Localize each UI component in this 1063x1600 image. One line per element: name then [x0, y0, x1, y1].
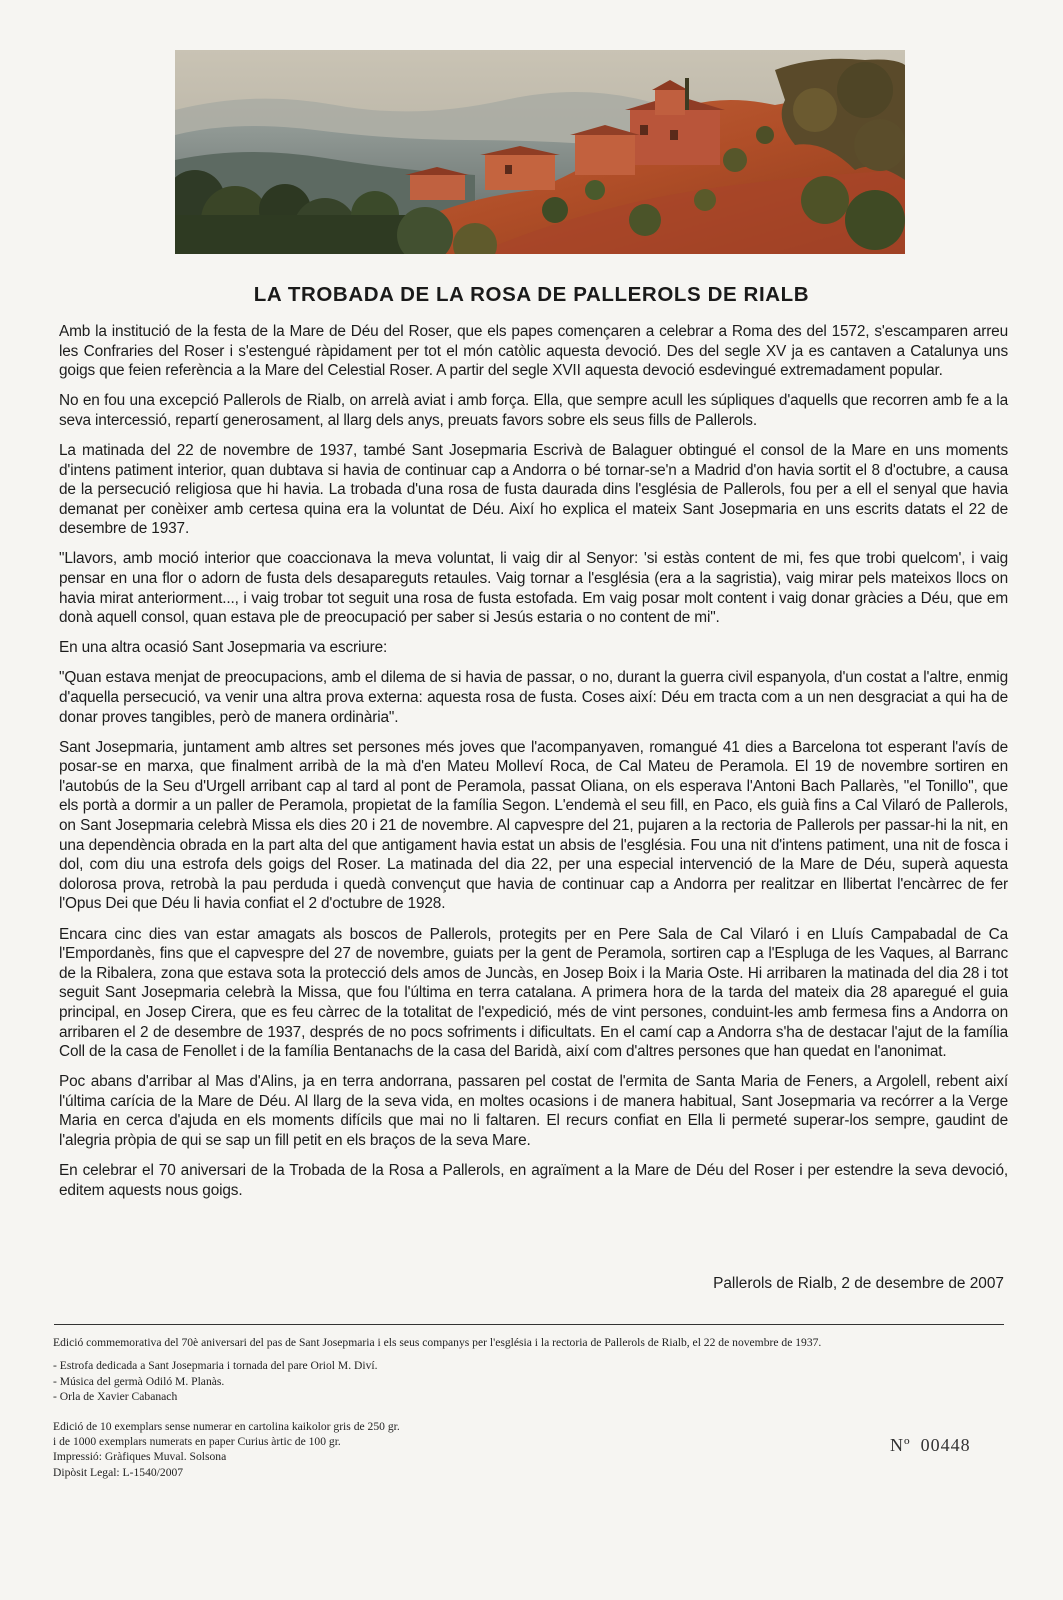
print-detail-line: i de 1000 exemplars numerats en paper Curius àrtic de 100 gr.: [53, 1435, 341, 1449]
copy-serial-number: [890, 1435, 971, 1456]
credit-line: - Orla de Xavier Cabanach: [53, 1390, 178, 1404]
print-detail-line: Dipòsit Legal: L-1540/2007: [53, 1465, 184, 1479]
spacer: [53, 1405, 1013, 1419]
article-body: [59, 322, 1008, 1211]
document-title: LA TROBADA DE LA ROSA DE PALLEROLS DE RIALB: [253, 283, 810, 306]
credit-line: - Música del germà Odiló M. Planàs.: [53, 1374, 225, 1388]
paragraph: Sant Josepmaria, juntament amb altres set persones més joves que l'acompanyaven, romangué 41 dies a Barcelona tot esperant l'avís de posar-se en marxa, que finalment arribà de la mà d'en Mateu Molleví Roca, de Cal Mateu de Peramola. El 19 de novembre sortiren en l'autobús de la Seu d'Urgell arribant cap al tard al pont de Peramola, passat Oliana, on els esperava l'Antoni Bach Pallarès, "el Tonillo", que els portà a dormir a un paller de Peramola, propietat de la família Segon. L'endemà el seu fill, en Paco, els guià fins a Cal Vilaró de Pallerols, on Sant Josepmaria celebrà Missa els dies 20 i 21 de novembre. Al capvespre del 21, pujaren a la rectoria de Pallerols per passar-hi la nit, en una dependència obrada en la part alta del que antigament havia estat un absis de l'església. Fou una nit d'intens patiment, una nit de fosca i dol, com diu una estrofa dels goigs del Roser. La matinada del dia 22, per una especial intervenció de la Mare de Déu, superà aquesta dolorosa prova, retrobà la pau perduda i quedà convençut que havia de continuar cap a Andorra per realitzar en llibertat l'encàrrec de fer l'Opus Dei que Déu li havia confiat el 2 d'octubre de 1928.: [59, 738, 1008, 913]
serial-value: 00448: [920, 1435, 971, 1455]
quote-paragraph: "Llavors, amb moció interior que coaccionava la meva voluntat, li vaig dir al Senyor: 'si estàs content de mi, fes que trobi quelcom', i vaig pensar en una flor o adorn de fusta dels desapareguts retaules. Vaig tornar a l'església (era a la sagristia), vaig mirar pels mateixos llocs on havia mirat anteriorment..., i vaig trobar tot seguit una rosa de fusta estofada. Em vaig posar molt content i vaig donar gràcies a Déu, que em donà aquell consol, quan estava ple de preocupació per saber si Jesús estaria o no content de mi".: [59, 550, 1008, 627]
paragraph: No en fou una excepció Pallerols de Rialb, on arrelà aviat i amb força. Ella, que sempre acull les súpliques d'aquells que recorren amb fe a la seva intercessió, repartí generosament, al llarg dels anys, preuats favors sobre els seus fills de Pallerols.: [59, 392, 1008, 429]
header-landscape-photo: [175, 50, 905, 254]
paragraph: En celebrar el 70 aniversari de la Trobada de la Rosa a Pallerols, en agraïment a la Mare de Déu del Roser i per estendre la seva devoció, editem aquests nous goigs.: [59, 1162, 1008, 1199]
place-date-signature: Pallerols de Rialb, 2 de desembre de 2007: [713, 1275, 1004, 1292]
print-detail-line: Impressió: Gràfiques Muval. Solsona: [53, 1450, 227, 1464]
colophon: [53, 1335, 1013, 1480]
serial-label: Nº: [890, 1435, 911, 1455]
edition-note: Edició commemorativa del 70è aniversari del pas de Sant Josepmaria i els seus companys per l'església i la rectoria de Pallerols de Rialb, el 22 de novembre de 1937.: [53, 1336, 822, 1349]
paragraph: Encara cinc dies van estar amagats als boscos de Pallerols, protegits per en Pere Sala de Cal Vilaró i en Lluís Campabadal de Ca l'Empordanès, fins que el capvespre del 27 de novembre, guiats per la gent de Peramola, sortiren cap a l'Espluga de les Vaques, al Barranc de la Ribalera, zona que estava sota la protecció dels amos de Juncàs, en Josep Boix i la Maria Oste. Hi arribaren la matinada del dia 28 i tot seguit Sant Josepmaria celebrà la Missa, que fou l'última en terra catalana. A primera hora de la tarda del mateix dia 28 aparegué el guia principal, en Josep Cirera, que es feu càrrec de la totalitat de l'expedició, més de vint persones, conduint-les amb fermesa fins a Andorra on arribaren el 2 de desembre de 1937, després de no pocs sofriments i dificultats. En el camí cap a Andorra s'ha de destacar l'ajut de la família Coll de la casa de Fenollet i de la família Bentanachs de la casa del Baridà, així com d'altres persones que han quedat en l'anonimat.: [59, 925, 1008, 1061]
quote-paragraph: "Quan estava menjat de preocupacions, amb el dilema de si havia de passar, o no, durant la guerra civil espanyola, d'un costat a l'altre, enmig d'aquella persecució, va venir una altra prova externa: aquesta rosa de fusta. Coses així: Déu em tracta com a un nen desgraciat a qui ha de donar proves tangibles, però de manera ordinària".: [59, 669, 1008, 726]
credit-line: - Estrofa dedicada a Sant Josepmaria i tornada del pare Oriol M. Diví.: [53, 1359, 378, 1373]
paragraph: La matinada del 22 de novembre de 1937, també Sant Josepmaria Escrivà de Balaguer obtingué el consol de la Mare en uns moments d'intens patiment interior, quan dubtava si havia de continuar cap a Andorra o bé tornar-se'n a Madrid d'on havia sortit el 8 d'octubre, a causa de la persecució religiosa que hi havia. La trobada d'una rosa de fusta daurada dins l'església de Pallerols, fou per a ell el senyal que havia demanat per conèixer amb certesa quina era la voluntat de Déu. Així ho explica el mateix Sant Josepmaria en uns escrits datats el 22 de desembre de 1937.: [59, 441, 1008, 538]
paragraph: En una altra ocasió Sant Josepmaria va escriure:: [59, 639, 388, 657]
paragraph: Amb la institució de la festa de la Mare de Déu del Roser, que els papes començaren a celebrar a Roma des del 1572, s'escamparen arreu les Confraries del Roser i s'estengué ràpidament per tot el món catòlic aquesta devoció. Des del segle XV ja es cantaven a Catalunya uns goigs que feien referència a la Mare del Celestial Roser. A partir del segle XVII aquesta devoció esdevingué extremadament popular.: [59, 323, 1008, 380]
paragraph: Poc abans d'arribar al Mas d'Alins, ja en terra andorrana, passaren pel costat de l'ermita de Santa Maria de Feners, a Argolell, rebent així l'última carícia de la Mare de Déu. Al llarg de la seva vida, en moltes ocasions i de manera habitual, Sant Josepmaria va recórrer a la Verge Maria en cerca d'ajuda en els moments difícils que mai no li faltaren. El recurs confiat en Ella li permeté superar-los sempre, gaudint de l'alegria pròpia de qui se sap un fill petit en els braços de la seva Mare.: [59, 1073, 1008, 1149]
footer-divider: [54, 1324, 1004, 1325]
print-detail-line: Edició de 10 exemplars sense numerar en cartolina kaikolor gris de 250 gr.: [53, 1419, 400, 1433]
